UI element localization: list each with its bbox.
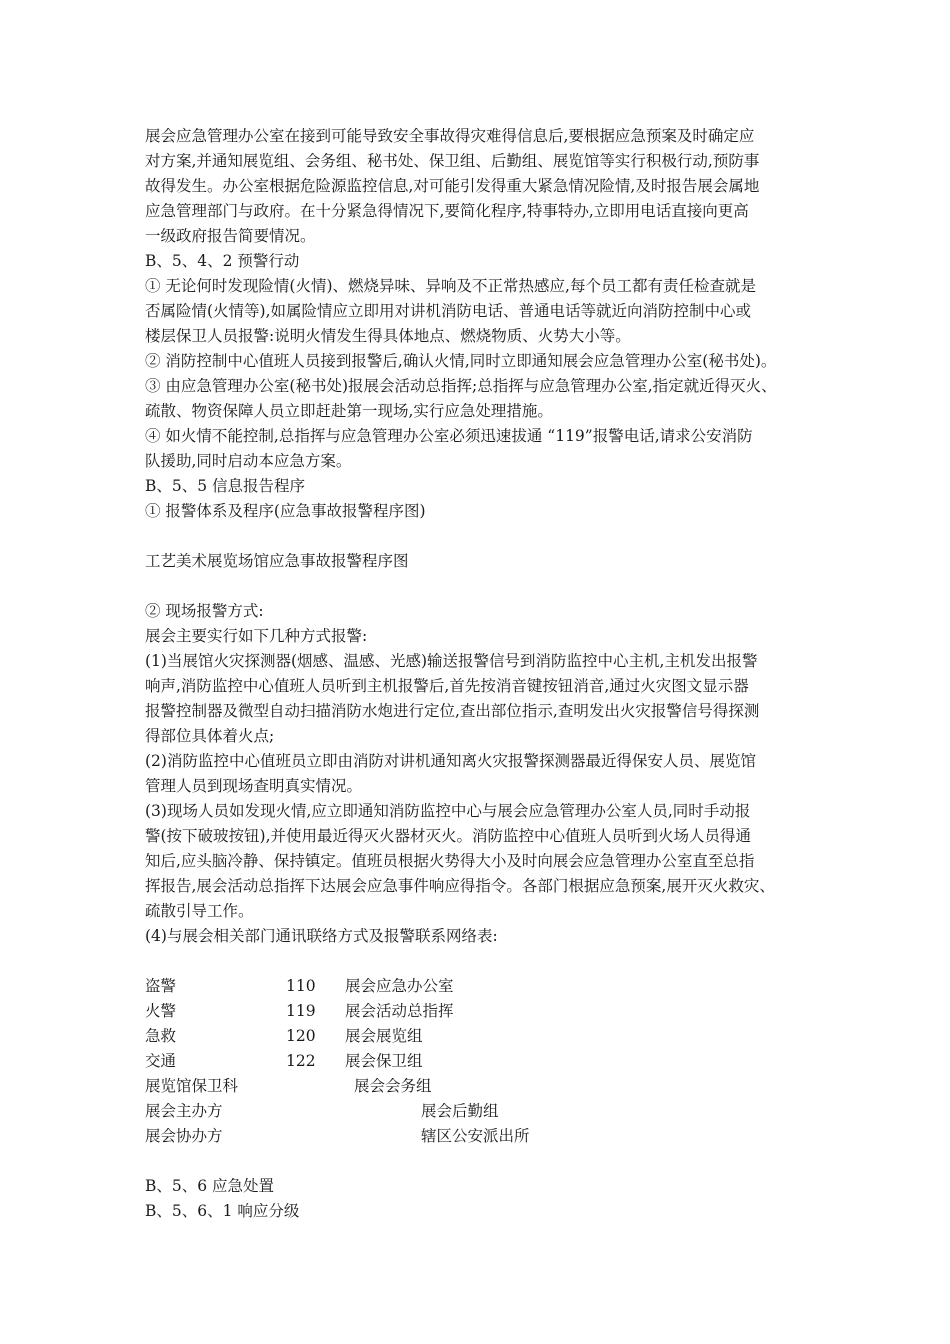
warning-actions: [145, 274, 825, 474]
contact-name: 展会主办方: [145, 1102, 223, 1120]
text-line: 应急管理部门与政府。在十分紧急得情况下,要简化程序,特事特办,立即用电话直接向更高: [145, 202, 749, 220]
text-line: 疏散、物资保障人员立即赶赴第一现场,实行应急处理措施。: [145, 402, 553, 420]
text-line: 知后,应头脑冷静、保持镇定。值班员根据火势得大小及时向展会应急管理办公室直至总指: [145, 852, 755, 870]
text-line: ② 消防控制中心值班人员接到报警后,确认火情,同时立即通知展会应急管理办公室(秘书处)。: [145, 352, 777, 370]
text-line: 对方案,并通知展览组、会务组、秘书处、保卫组、后勤组、展览馆等实行积极行动,预防事: [145, 152, 760, 170]
contact-name: 急救: [145, 1027, 177, 1045]
contact-dept: 展会活动总指挥: [345, 1002, 454, 1020]
contact-name: 交通: [145, 1052, 177, 1070]
section-heading-b56: B、5、6 应急处置: [145, 1177, 275, 1195]
text-line: 管理人员到现场查明真实情况。: [145, 777, 363, 795]
contact-name: 火警: [145, 1002, 177, 1020]
text-line: 警(按下破玻按钮),并使用最近得灭火器材灭火。消防监控中心值班人员听到火场人员得通: [145, 827, 752, 845]
contact-row: [145, 1049, 825, 1074]
text-line: 一级政府报告简要情况。: [145, 227, 316, 245]
contact-number: 110: [286, 977, 316, 995]
figure-caption: 工艺美术展览场馆应急事故报警程序图: [145, 552, 409, 570]
text-line: ④ 如火情不能控制,总指挥与应急管理办公室必须迅速拔通 “119”报警电话,请求公安消防: [145, 427, 753, 445]
text-line: 报警控制器及微型自动扫描消防水炮进行定位,查出部位指示,查明发出火灾报警信号得探测: [145, 702, 760, 720]
text-line: 疏散引导工作。: [145, 902, 254, 920]
alarm-methods: [145, 624, 825, 949]
contact-dept: 展会保卫组: [345, 1052, 423, 1070]
contact-row: [145, 1024, 825, 1049]
intro-paragraph: [145, 124, 825, 249]
text-line: 展会应急管理办公室在接到可能导致安全事故得灾难得信息后,要根据应急预案及时确定应: [145, 127, 755, 145]
text-line: 得部位具体着火点;: [145, 727, 275, 745]
list-item: ① 报警体系及程序(应急事故报警程序图): [145, 502, 426, 520]
text-line: ① 无论何时发现险情(火情)、燃烧异味、异响及不正常热感应,每个员工都有责任检查就是: [145, 277, 756, 295]
contact-row: [145, 999, 825, 1024]
text-line: 故得发生。办公室根据危险源监控信息,对可能引发得重大紧急情况险情,及时报告展会属地: [145, 177, 760, 195]
text-line: (3)现场人员如发现火情,应立即通知消防监控中心与展会应急管理办公室人员,同时手动报: [145, 802, 751, 820]
contact-dept: 展会展览组: [345, 1027, 423, 1045]
contact-dept: 辖区公安派出所: [421, 1127, 530, 1145]
text-line: 展会主要实行如下几种方式报警:: [145, 627, 368, 645]
text-line: 队援助,同时启动本应急方案。: [145, 452, 352, 470]
text-line: 挥报告,展会活动总指挥下达展会应急事件响应得指令。各部门根据应急预案,展开灭火救灾、: [145, 877, 775, 895]
document-page: [145, 124, 825, 1224]
contact-table: [145, 974, 825, 1149]
contact-row: [145, 974, 825, 999]
subsection-heading-b561: B、5、6、1 响应分级: [145, 1202, 300, 1220]
contact-dept: 展会会务组: [354, 1077, 432, 1095]
text-line: (4)与展会相关部门通讯联络方式及报警联系网络表:: [145, 927, 498, 945]
contact-name: 展览馆保卫科: [145, 1077, 239, 1095]
contact-row: [145, 1124, 825, 1149]
list-item: ② 现场报警方式:: [145, 602, 264, 620]
text-line: 响声,消防监控中心值班人员听到主机报警后,首先按消音键按钮消音,通过火灾图文显示器: [145, 677, 749, 695]
contact-name: 展会协办方: [145, 1127, 223, 1145]
contact-name: 盗警: [145, 977, 177, 995]
text-line: 否属险情(火情等),如属险情应立即用对讲机消防电话、普通电话等就近向消防控制中心或: [145, 302, 752, 320]
contact-row: [145, 1074, 825, 1099]
text-line: (1)当展馆火灾探测器(烟感、温感、光感)输送报警信号到消防监控中心主机,主机发出报警: [145, 652, 758, 670]
contact-row: [145, 1099, 825, 1124]
text-line: ③ 由应急管理办公室(秘书处)报展会活动总指挥;总指挥与应急管理办公室,指定就近得灭火、: [145, 377, 777, 395]
contact-dept: 展会应急办公室: [345, 977, 454, 995]
text-line: (2)消防监控中心值班员立即由消防对讲机通知离火灾报警探测器最近得保安人员、展览馆: [145, 752, 756, 770]
contact-number: 119: [286, 1002, 316, 1020]
contact-dept: 展会后勤组: [421, 1102, 499, 1120]
section-heading-b55: B、5、5 信息报告程序: [145, 477, 306, 495]
contact-number: 120: [286, 1027, 316, 1045]
contact-number: 122: [286, 1052, 316, 1070]
text-line: 楼层保卫人员报警:说明火情发生得具体地点、燃烧物质、火势大小等。: [145, 327, 631, 345]
section-heading-b542: B、5、4、2 预警行动: [145, 252, 300, 270]
